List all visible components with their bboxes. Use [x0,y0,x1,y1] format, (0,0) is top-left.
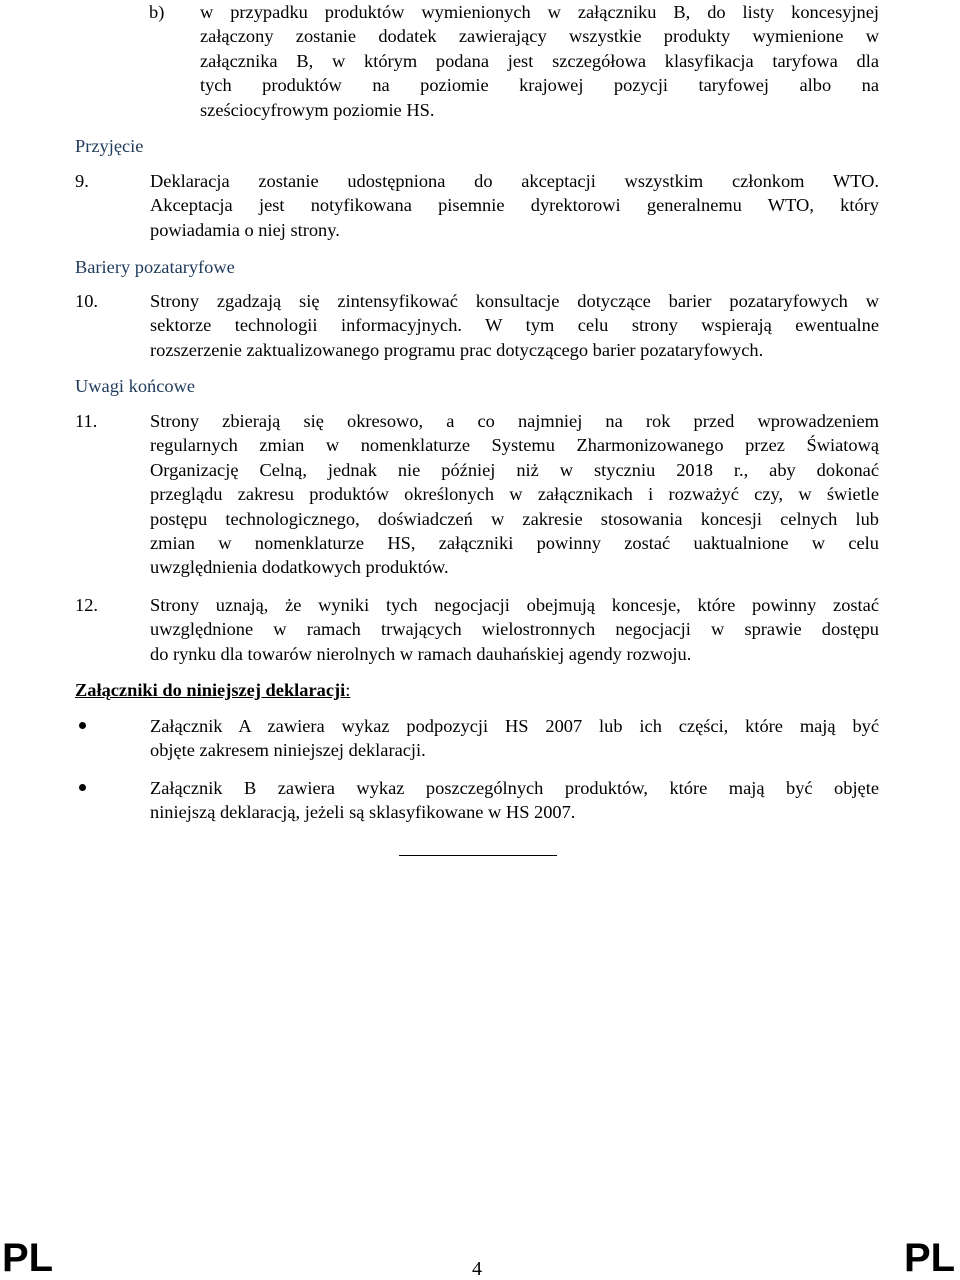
text-line: objęte zakresem niniejszej deklaracji. [150,740,426,761]
para-12-text [150,593,879,666]
item-b-label: b) [149,2,165,22]
section-heading-uwagi: Uwagi końcowe [75,376,196,396]
text-line: uwzględnione w ramach trwających wielostronnych negocjacji w sprawie dostępu [150,619,879,640]
text-line: załączony zostanie dodatek zawierający wszystkie produkty wymienione w [200,26,879,47]
text-line: Załącznik B zawiera wykaz poszczególnych produktów, które mają być objęte [150,778,879,798]
section-heading-bariery: Bariery pozataryfowe [75,257,235,277]
section-heading-przyjecie: Przyjęcie [75,136,144,156]
para-10-number: 10. [75,291,98,311]
para-12-number: 12. [75,595,98,615]
zalaczniki-heading-text: Załączniki do niniejszej deklaracji [75,680,346,700]
text-line: Strony uznają, że wyniki tych negocjacji obejmują koncesje, które powinny zostać [150,595,879,615]
text-line: powiadamia o niej strony. [150,219,340,240]
para-11-text [150,409,879,580]
text-line: przeglądu zakresu produktów określonych w załącznikach i rozważyć czy, w świetle [150,484,879,505]
text-line: zmian w nomenklaturze HS, załączniki powinny zostać uaktualnione w celu [150,533,879,554]
text-line: do rynku dla towarów nierolnych w ramach dauhańskiej agendy rozwoju. [150,643,692,664]
text-line: Akceptacja jest notyfikowana pisemnie dyrektorowi generalnemu WTO, który [150,195,879,216]
text-line: tych produktów na poziomie krajowej pozycji taryfowej albo na [200,75,879,96]
footer-language-left: PL [2,1236,54,1280]
section-heading-zalaczniki [75,678,350,702]
bullet-item-1 [150,714,879,763]
bullet-icon [79,784,86,791]
text-line: regularnych zmian w nomenklaturze Systemu Zharmonizowanego przez Światową [150,435,879,456]
text-line: w przypadku produktów wymienionych w załączniku B, do listy koncesyjnej [200,2,879,22]
zalaczniki-heading-colon: : [345,680,351,700]
text-line: postępu technologicznego, doświadczeń w zakresie stosowania koncesji celnych lub [150,508,879,529]
page-number: 4 [472,1258,482,1280]
text-line: załącznika B, w którym podana jest szczegółowa klasyfikacja taryfowa dla [200,50,879,71]
end-divider [399,855,557,856]
para-9-text [150,169,879,242]
footer-language-right: PL [904,1236,956,1280]
text-line: niniejszą deklaracją, jeżeli są sklasyfikowane w HS 2007. [150,802,576,823]
text-line: Deklaracja zostanie udostępniona do akceptacji wszystkim członkom WTO. [150,171,879,191]
text-line: rozszerzenie zaktualizowanego programu prac dotyczącego barier pozataryfowych. [150,339,764,360]
text-line: Strony zbierają się okresowo, a co najmniej na rok przed wprowadzeniem [150,411,879,431]
text-line: uwzględnienia dodatkowych produktów. [150,557,449,578]
para-10-text [150,289,879,362]
text-line: sektorze technologii informacyjnych. W tym celu strony wspierają ewentualne [150,315,879,336]
para-9-number: 9. [75,171,89,191]
text-line: sześciocyfrowym poziomie HS. [200,99,435,120]
text-line: Organizację Celną, jednak nie później niż w styczniu 2018 r., aby dokonać [150,459,879,480]
item-b-text [200,0,879,122]
text-line: Strony zgadzają się zintensyfikować konsultacje dotyczące barier pozataryfowych w [150,291,879,311]
text-line: Załącznik A zawiera wykaz podpozycji HS 2007 lub ich części, które mają być [150,716,879,736]
bullet-icon [79,722,86,729]
bullet-item-2 [150,776,879,825]
para-11-number: 11. [75,411,98,431]
